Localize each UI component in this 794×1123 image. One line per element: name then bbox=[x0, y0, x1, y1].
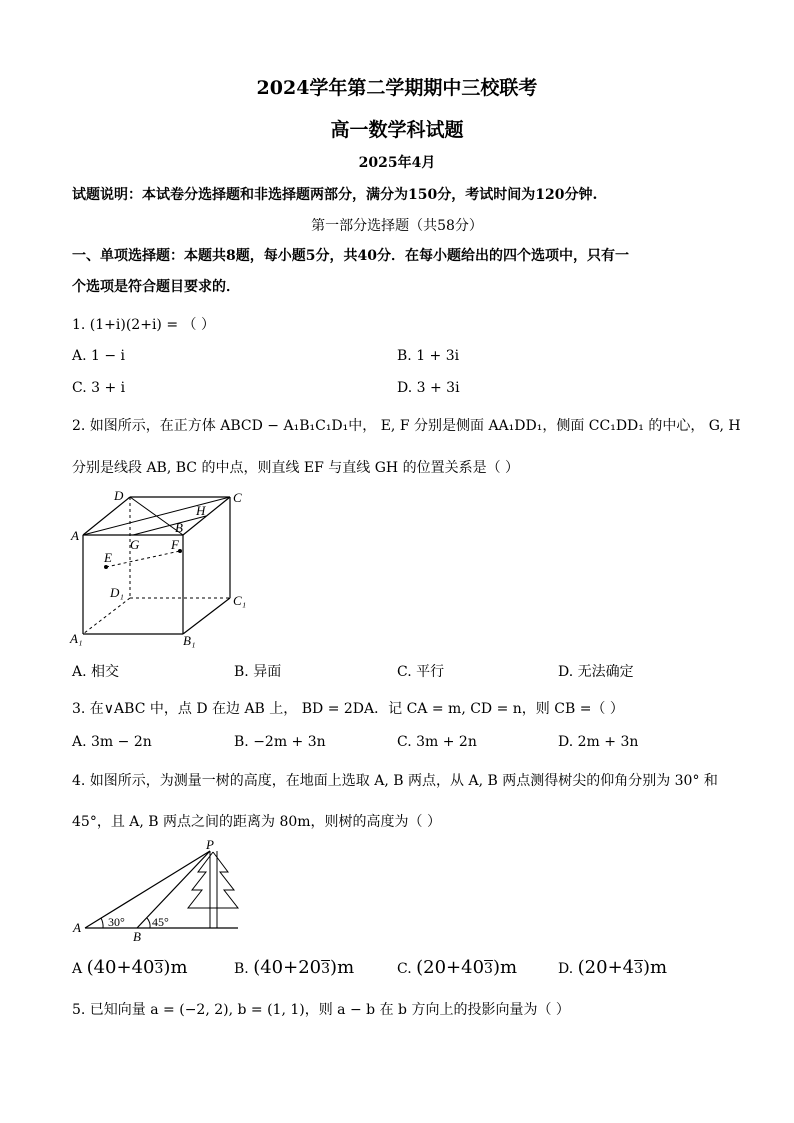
label-B: B bbox=[133, 929, 141, 944]
q3-option-a: A. 3m − 2n bbox=[72, 734, 152, 750]
label-B1: B₁ bbox=[183, 633, 196, 648]
exam-instructions: 试题说明：本试卷分选择题和非选择题两部分，满分为150分，考试时间为120分钟. bbox=[72, 187, 598, 203]
q4-option-a: A (40+403)m bbox=[72, 957, 188, 978]
q2-stem-line1: 2. 如图所示，在正方体 ABCD − A₁B₁C₁D₁中， E, F 分别是侧面 AA₁DD₁，侧面 CC₁DD₁ 的中心， G, H bbox=[72, 418, 741, 434]
tree-figure bbox=[70, 838, 245, 946]
label-A1: A₁ bbox=[70, 631, 83, 646]
label-P: P bbox=[206, 838, 214, 852]
label-E: E bbox=[104, 550, 112, 565]
q3-option-c: C. 3m + 2n bbox=[397, 734, 477, 750]
q2-option-c: C. 平行 bbox=[397, 664, 445, 680]
q4-option-b: B. (40+203)m bbox=[234, 957, 355, 978]
exam-date: 2025年4月 bbox=[358, 155, 436, 171]
section-heading-line1: 一、单项选择题：本题共8题，每小题5分，共40分．在每小题给出的四个选项中，只有一 bbox=[72, 248, 629, 264]
label-D: D bbox=[114, 488, 124, 503]
label-F: F bbox=[171, 537, 179, 552]
q1-option-d: D. 3 + 3i bbox=[397, 380, 460, 396]
label-D1: D₁ bbox=[110, 585, 124, 600]
q2-option-b: B. 异面 bbox=[234, 664, 282, 680]
angle-45: 45° bbox=[152, 915, 169, 929]
label-H: H bbox=[196, 503, 206, 518]
q4-option-d: D. (20+43)m bbox=[558, 957, 668, 978]
q3-option-d: D. 2m + 3n bbox=[558, 734, 639, 750]
label-G: G bbox=[130, 537, 140, 552]
exam-subtitle: 高一数学科试题 bbox=[330, 119, 464, 141]
q5-stem: 5. 已知向量 a = (−2, 2), b = (1, 1)，则 a − b 在 b 方向上的投影向量为（ ） bbox=[72, 1002, 570, 1018]
q4-stem-line1: 4. 如图所示，为测量一树的高度，在地面上选取 A, B 两点，从 A, B 两点测得树尖的仰角分别为 30° 和 bbox=[72, 773, 718, 789]
q4-stem-line2: 45°，且 A, B 两点之间的距离为 80m，则树的高度为（ ） bbox=[72, 814, 442, 830]
label-C1: C₁ bbox=[233, 593, 247, 608]
q2-stem-line2: 分别是线段 AB, BC 的中点，则直线 EF 与直线 GH 的位置关系是（ ） bbox=[72, 460, 520, 476]
q1-option-c: C. 3 + i bbox=[72, 380, 126, 396]
label-B: B bbox=[175, 520, 183, 535]
angle-30: 30° bbox=[108, 915, 125, 929]
section-heading-line2: 个选项是符合题目要求的． bbox=[72, 279, 240, 295]
q1-stem: 1. (1+i)(2+i) = （ ） bbox=[72, 317, 215, 333]
exam-title: 2024学年第二学期期中三校联考 bbox=[256, 77, 538, 99]
q2-option-d: D. 无法确定 bbox=[558, 664, 634, 680]
part-title: 第一部分选择题（共58分） bbox=[311, 218, 483, 234]
label-C: C bbox=[233, 490, 242, 505]
q2-option-a: A. 相交 bbox=[72, 664, 120, 680]
q1-option-b: B. 1 + 3i bbox=[397, 348, 460, 364]
q3-stem: 3. 在∨ABC 中，点 D 在边 AB 上， BD = 2DA．记 CA = m, CD = n，则 CB =（ ） bbox=[72, 701, 624, 717]
q1-option-a: A. 1 − i bbox=[72, 348, 126, 364]
label-A: A bbox=[71, 528, 79, 543]
q3-option-b: B. −2m + 3n bbox=[234, 734, 326, 750]
q4-option-c: C. (20+403)m bbox=[397, 957, 518, 978]
cube-figure bbox=[68, 485, 258, 650]
label-A: A bbox=[73, 920, 81, 935]
